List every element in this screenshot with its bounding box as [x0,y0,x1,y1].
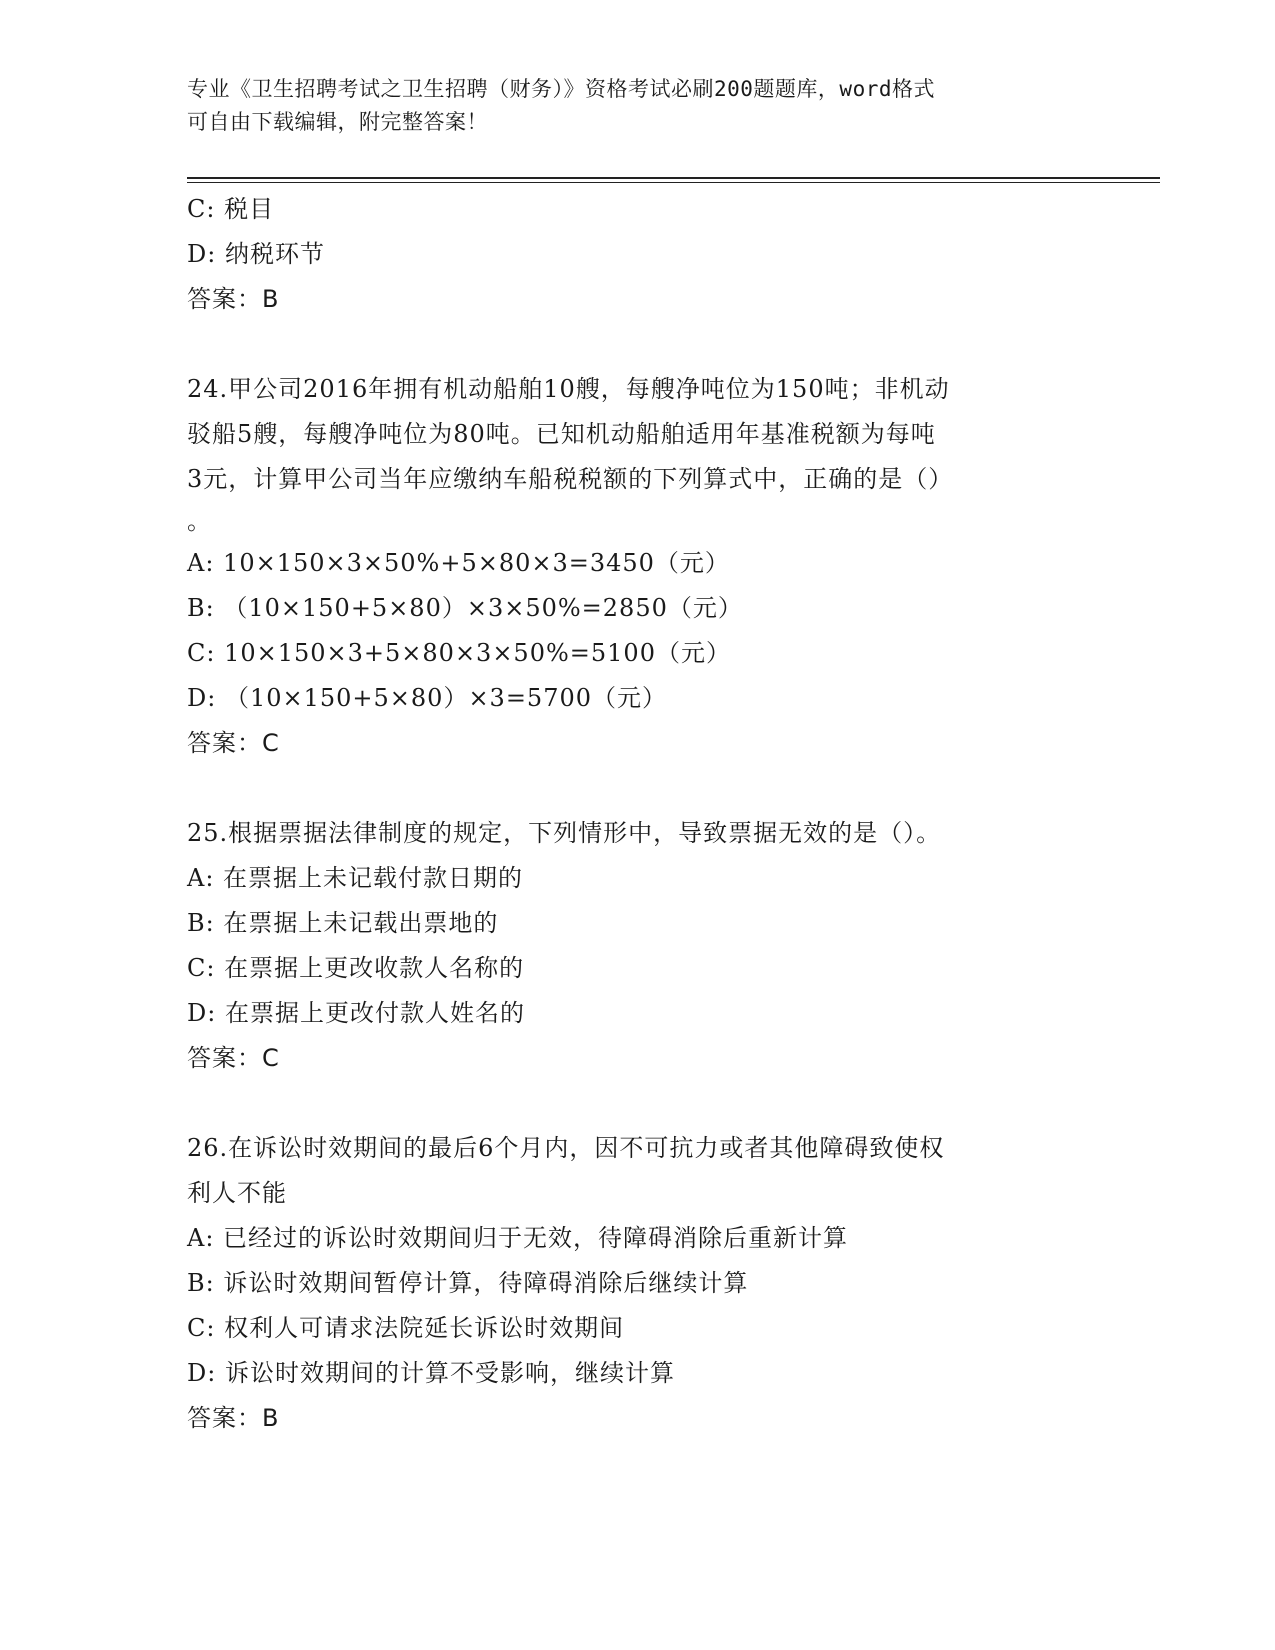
option-text: 纳税环节 [216,240,325,268]
option-letter: D: [187,684,217,712]
question-gap [187,1081,1087,1126]
question-stem-line: 驳船5艘，每艘净吨位为80吨。已知机动船舶适用年基准税额为每吨 [187,420,936,448]
prev-question-tail [187,187,1087,322]
option-d [187,1351,1087,1396]
option-letter: C: [187,954,216,982]
question-stem-line: 利人不能 [187,1179,287,1207]
option-text: 已经过的诉讼时效期间归于无效，待障碍消除后重新计算 [214,1224,849,1252]
question-24 [187,367,1087,766]
option-a [187,1216,1087,1261]
option-c [187,1306,1087,1351]
question-stem-line: 24.甲公司2016年拥有机动船舶10艘，每艘净吨位为150吨；非机动 [187,375,950,403]
option-text: 诉讼时效期间暂停计算，待障碍消除后继续计算 [214,1269,749,1297]
option-letter: B: [187,594,215,622]
header-title-line-1: 专业《卫生招聘考试之卫生招聘（财务）》资格考试必刷200题题库，word格式 [187,77,935,101]
option-text: 在票据上未记载付款日期的 [214,864,524,892]
option-text: 税目 [215,195,275,223]
answer-line: 答案：C [187,1044,280,1072]
header-title-line-2: 可自由下载编辑，附完整答案！ [187,110,488,134]
answer-line: 答案：B [187,1404,280,1432]
page-header [187,73,1087,139]
header-divider-thin [187,182,1160,183]
question-gap [187,322,1087,367]
option-b [187,1261,1087,1306]
option-text: （10×150+5×80）×3=5700（元） [216,684,668,712]
option-c [187,187,1087,232]
option-text: 诉讼时效期间的计算不受影响，继续计算 [216,1359,675,1387]
answer-line: 答案：C [187,729,280,757]
option-a [187,541,1087,586]
option-c [187,631,1087,676]
option-b [187,586,1087,631]
option-text: 在票据上未记载出票地的 [214,909,499,937]
option-text: 10×150×3+5×80×3×50%=5100（元） [215,639,731,667]
option-text: 在票据上更改付款人姓名的 [216,999,525,1027]
option-d [187,676,1087,721]
option-letter: A: [187,549,215,577]
option-letter: D: [187,1359,217,1387]
option-letter: A: [187,864,215,892]
option-text: 权利人可请求法院延长诉讼时效期间 [215,1314,625,1342]
question-stem-line: 。 [187,507,212,535]
option-text: 10×150×3×50%+5×80×3=3450（元） [214,549,730,577]
question-26 [187,1126,1087,1441]
question-gap [187,766,1087,811]
option-text: （10×150+5×80）×3×50%=2850（元） [214,594,743,622]
option-text: 在票据上更改收款人名称的 [215,954,525,982]
option-c [187,946,1087,991]
document-body [187,187,1087,1441]
option-letter: B: [187,909,215,937]
header-divider-thick [187,177,1160,179]
question-stem-line: 26.在诉讼时效期间的最后6个月内，因不可抗力或者其他障碍致使权 [187,1134,945,1162]
option-letter: C: [187,1314,216,1342]
answer-line: 答案：B [187,285,280,313]
option-d [187,232,1087,277]
option-b [187,901,1087,946]
option-letter: C: [187,639,216,667]
question-25 [187,811,1087,1081]
option-letter: D: [187,999,217,1027]
question-stem-line: 25.根据票据法律制度的规定，下列情形中，导致票据无效的是（）。 [187,819,942,847]
option-a [187,856,1087,901]
option-letter: D: [187,240,217,268]
option-letter: A: [187,1224,215,1252]
option-d [187,991,1087,1036]
question-stem-line: 3元，计算甲公司当年应缴纳车船税税额的下列算式中，正确的是（） [187,465,954,493]
option-letter: C: [187,195,216,223]
option-letter: B: [187,1269,215,1297]
